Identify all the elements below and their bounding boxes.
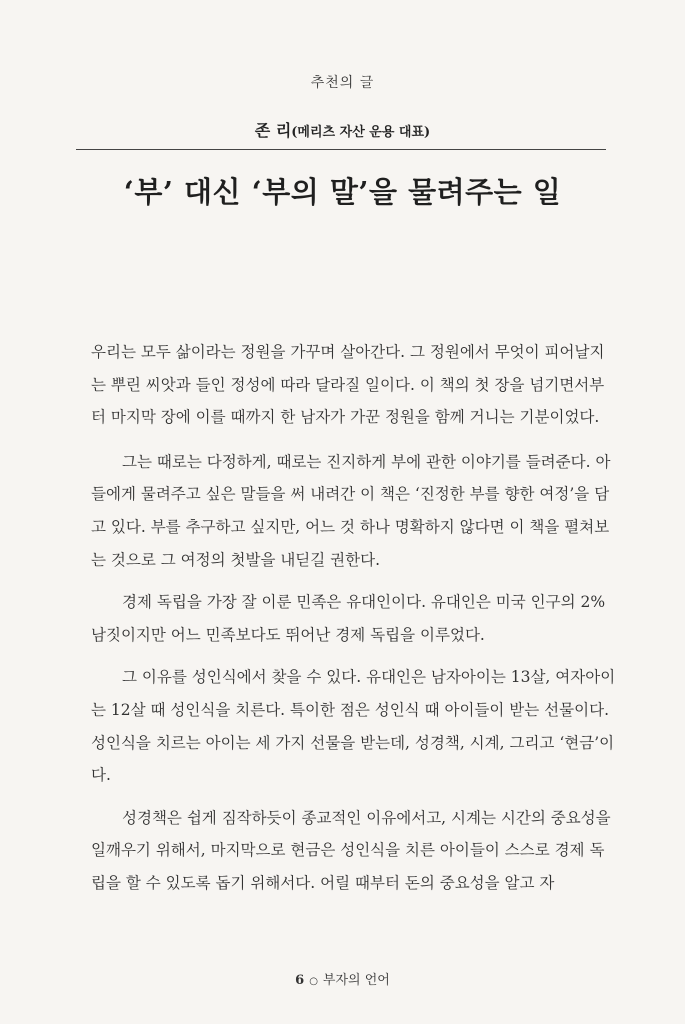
book-title: 부자의 언어 bbox=[322, 973, 390, 988]
chapter-title: ‘부’ 대신 ‘부의 말’을 물려주는 일 bbox=[123, 175, 562, 209]
circle-separator-icon: ○ bbox=[309, 976, 318, 987]
page-number: 6 bbox=[295, 973, 305, 988]
author-line bbox=[0, 118, 685, 141]
title-divider bbox=[76, 149, 606, 150]
paragraph: 그 이유를 성인식에서 찾을 수 있다. 유대인은 남자아이는 13살, 여자아이는 12살 때 성인식을 치른다. 특이한 점은 성인식 때 아이들이 받는 선물이다. 성인식을 치르는 아이는 세 가지 선물을 받는데, 성경책, 시계, 그리고 ‘현금’이다. bbox=[91, 668, 616, 785]
paragraph: 경제 독립을 가장 잘 이룬 민족은 유대인이다. 유대인은 미국 인구의 2% 남짓이지만 어느 민족보다도 뛰어난 경제 독립을 이루었다. bbox=[91, 593, 606, 644]
author-role: (메리츠 자산 운용 대표) bbox=[291, 125, 431, 140]
page-footer bbox=[0, 969, 685, 988]
section-label: 추천의 글 bbox=[310, 75, 375, 91]
paragraph: 성경책은 쉽게 짐작하듯이 종교적인 이유에서고, 시계는 시간의 중요성을 일깨우기 위해서, 마지막으로 현금은 성인식을 치른 아이들이 스스로 경제 독립을 할 수 있도록 돕기 위해서다. 어릴 때부터 돈의 중요성을 알고 자 bbox=[91, 808, 611, 892]
paragraph: 우리는 모두 삶이라는 정원을 가꾸며 살아간다. 그 정원에서 무엇이 피어날지는 뿌린 씨앗과 들인 정성에 따라 달라질 일이다. 이 책의 첫 장을 넘기면서부터 마지막 장에 이를 때까지 한 남자가 가꾼 정원을 함께 거니는 기분이었다. bbox=[91, 343, 605, 427]
body-text bbox=[91, 336, 616, 910]
paragraph: 그는 때로는 다정하게, 때로는 진지하게 부에 관한 이야기를 들려준다. 아들에게 물려주고 싶은 말들을 써 내려간 이 책은 ‘진정한 부를 향한 여정’을 담고 있다. 부를 추구하고 싶지만, 어느 것 하나 명확하지 않다면 이 책을 펼쳐보는 것으로 그 여정의 첫발을 내딛길 권한다. bbox=[91, 452, 611, 569]
author-name: 존 리 bbox=[254, 121, 292, 140]
